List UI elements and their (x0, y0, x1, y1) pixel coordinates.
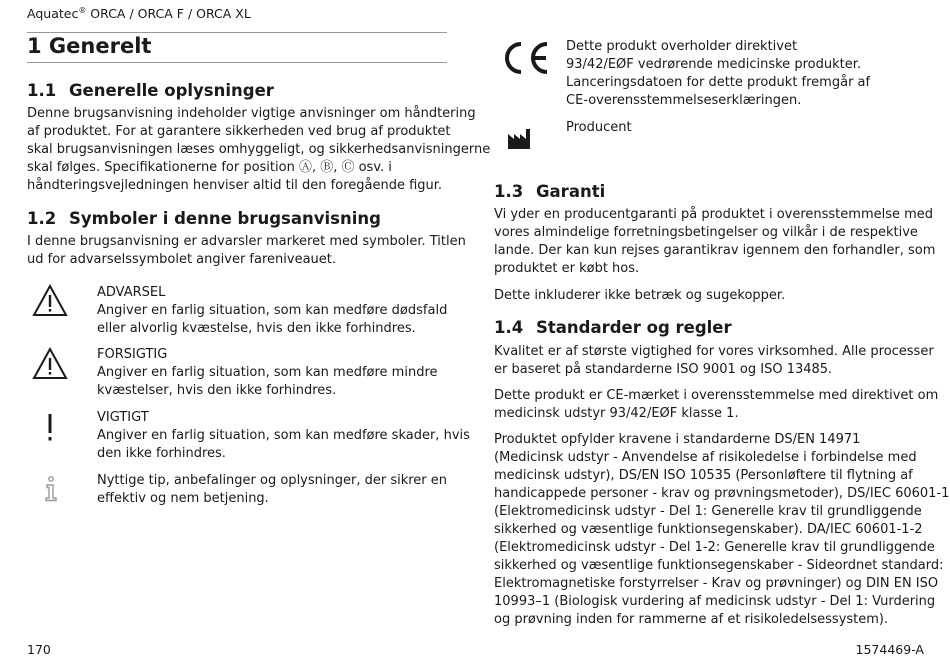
section-1-3-para-2 (494, 287, 785, 305)
section-number: 1.3 (494, 182, 524, 201)
text-line: af produktet. For at garantere sikkerheden ved brug af produktet (27, 124, 451, 139)
chapter-rule-bottom (27, 62, 447, 63)
symbol-title: VIGTIGT (97, 410, 149, 425)
exclamation-icon (44, 413, 56, 447)
text-line: I denne brugsanvisning er advarsler markeret med symboler. Titlen (27, 234, 466, 249)
symbol-title: ADVARSEL (97, 285, 166, 300)
text-line: skal følges. Specifikationerne for position Ⓐ, Ⓑ, Ⓒ osv. i (27, 160, 392, 175)
text-line: Dette inkluderer ikke betræk og sugekopper. (494, 288, 786, 303)
ce-description (566, 38, 870, 110)
section-number: 1.4 (494, 318, 524, 337)
text-line: håndteringsvejledningen henviser altid til den foregående figur. (27, 178, 443, 193)
text-line: eller alvorlig kvæstelse, hvis den ikke forhindres. (97, 321, 416, 336)
section-1-4-para-3 (494, 431, 949, 629)
manufacturer-icon (507, 128, 531, 154)
text-line: Angiver en farlig situation, som kan medføre mindre (97, 365, 438, 380)
text-line: og prøvning inden for rammerne af et risikoledelsessystem). (494, 612, 889, 627)
warning-triangle-icon (32, 284, 68, 322)
text-line: Lanceringsdatoen for dette produkt fremgår af (566, 75, 871, 90)
symbol-description (97, 364, 438, 400)
manufacturer-label: Producent (566, 120, 632, 135)
caution-triangle-icon (32, 347, 68, 385)
section-heading-1-3 (494, 182, 605, 201)
text-line: ud for advarselssymbolet angiver fareniveauet. (27, 252, 336, 267)
brand-name: Aquatec (27, 6, 79, 22)
text-line: lande. Der kan kun rejses garantikrav igennem den forhandler, som (494, 243, 936, 258)
page-number: 170 (27, 642, 51, 657)
running-header (27, 6, 251, 21)
text-line: (Elektromedicinsk udstyr - Del 1: Generelle krav til grundliggende (494, 504, 922, 519)
section-1-4-para-1 (494, 343, 934, 379)
text-line: Dette produkt overholder direktivet (566, 39, 798, 54)
text-line: Produktet opfylder kravene i standarderne DS/EN 14971 (494, 432, 861, 447)
section-heading-1-1 (27, 81, 274, 100)
section-1-1-text (27, 105, 490, 195)
symbol-description (97, 472, 447, 508)
text-line: Dette produkt er CE-mærket i overensstemmelse med direktivet om (494, 388, 939, 403)
text-line: medicinsk udstyr 93/42/EØF klasse 1. (494, 406, 739, 421)
text-line: Vi yder en producentgaranti på produktet i overensstemmelse med (494, 207, 934, 222)
symbol-description (97, 302, 447, 338)
text-line: 93/42/EØF vedrørende medicinske produkter. (566, 57, 861, 72)
text-line: (Elektromedicinsk udstyr - Del 1-2: Generelle krav til grundliggende (494, 540, 935, 555)
ce-mark-icon (501, 41, 551, 79)
section-1-2-text (27, 233, 466, 269)
registered-mark: ® (78, 6, 87, 15)
document-number: 1574469-A (855, 642, 924, 657)
text-line: vores almindelige forretningsbetingelser og vilkår i de respektive (494, 225, 918, 240)
section-title: Symboler i denne brugsanvisning (69, 209, 381, 228)
symbol-description (97, 427, 470, 463)
text-line: 10993–1 (Biologisk vurdering af medicinsk udstyr - Del 1: Vurdering (494, 594, 936, 609)
text-line: medicinsk udstyr), DS/EN ISO 10535 (Personløftere til flytning af (494, 468, 913, 483)
section-number: 1.1 (27, 81, 57, 100)
symbol-title: FORSIGTIG (97, 347, 168, 362)
section-title: Generelle oplysninger (69, 81, 274, 100)
chapter-title: 1 Generelt (27, 34, 152, 58)
chapter-rule-top (27, 32, 447, 33)
text-line: sikkerhed og væsentlige funktionsegenskaber - Sideordnet standard: (494, 558, 944, 573)
info-icon (43, 476, 59, 506)
text-line: Nyttige tip, anbefalinger og oplysninger, der sikrer en (97, 473, 448, 488)
section-title: Garanti (536, 182, 606, 201)
section-heading-1-4 (494, 318, 732, 337)
text-line: Angiver en farlig situation, som kan medføre skader, hvis (97, 428, 470, 443)
section-1-4-para-2 (494, 387, 938, 423)
text-line: handicappede personer - krav og prøvningsmetoder), DS/IEC 60601-1 (494, 486, 950, 501)
text-line: Angiver en farlig situation, som kan medføre dødsfald (97, 303, 448, 318)
text-line: den ikke forhindres. (97, 446, 226, 461)
text-line: Denne brugsanvisning indeholder vigtige anvisninger om håndtering (27, 106, 476, 121)
section-title: Standarder og regler (536, 318, 732, 337)
text-line: CE-overensstemmelseserklæringen. (566, 93, 802, 108)
text-line: skal brugsanvisningen læses omhyggeligt, og sikkerhedsanvisningerne (27, 142, 491, 157)
text-line: er baseret på standarderne ISO 9001 og ISO 13485. (494, 362, 833, 377)
text-line: Elektromagnetiske forstyrrelser - Krav og prøvninger) og DIN EN ISO (494, 576, 939, 591)
text-line: Kvalitet er af største vigtighed for vores virksomhed. Alle processer (494, 344, 934, 359)
model-names: ORCA / ORCA F / ORCA XL (86, 6, 251, 22)
section-1-3-para-1 (494, 206, 935, 278)
section-heading-1-2 (27, 209, 381, 228)
text-line: (Medicinsk udstyr - Anvendelse af risikoledelse i forbindelse med (494, 450, 917, 465)
text-line: kvæstelser, hvis den ikke forhindres. (97, 383, 337, 398)
text-line: effektiv og nem betjening. (97, 491, 269, 506)
text-line: sikkerhed og væsentlige funktionsegenskaber). DA/IEC 60601-1-2 (494, 522, 923, 537)
text-line: produktet er købt hos. (494, 261, 640, 276)
section-number: 1.2 (27, 209, 57, 228)
